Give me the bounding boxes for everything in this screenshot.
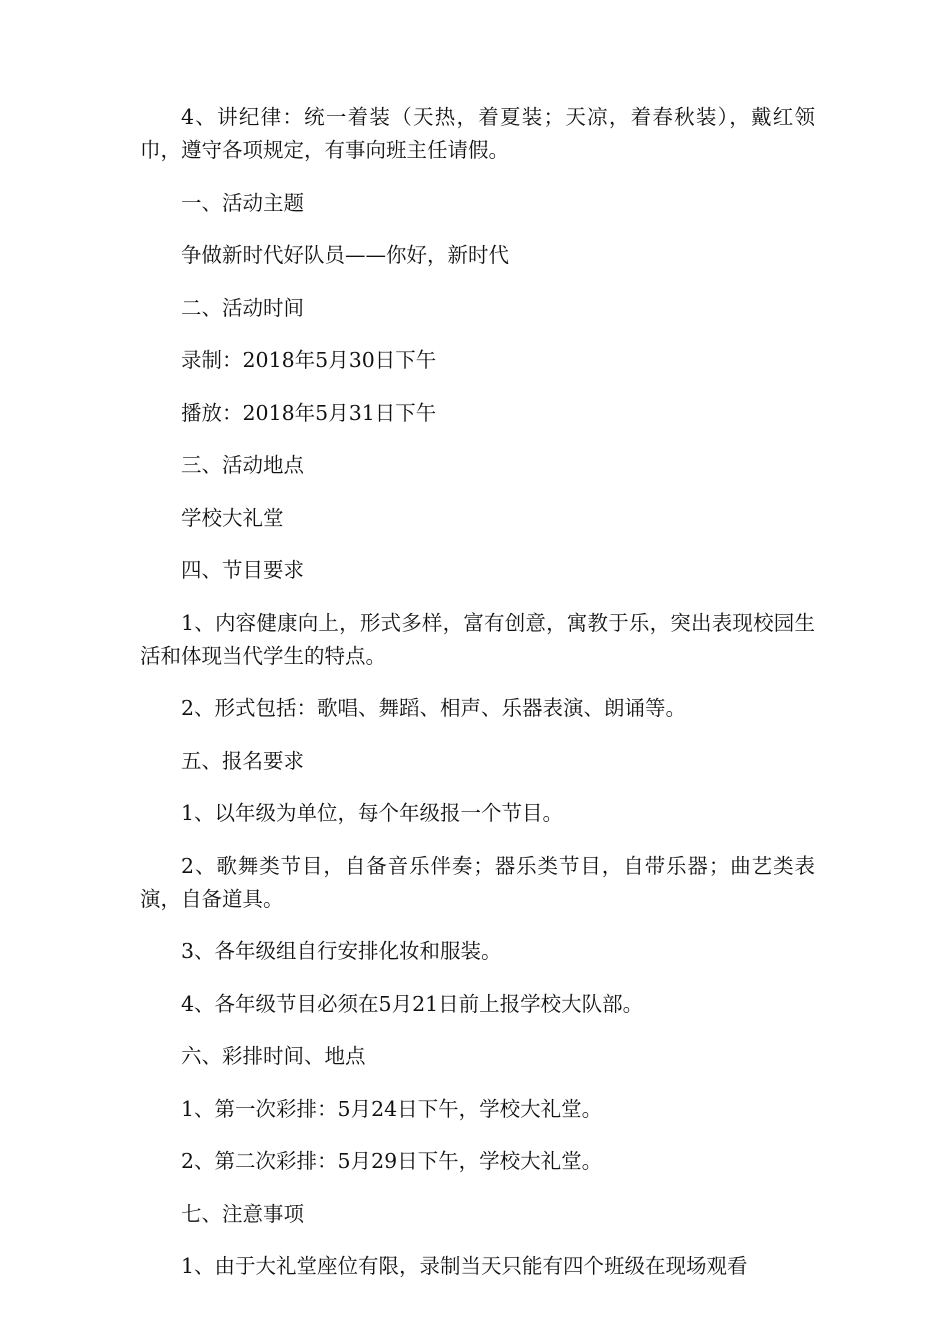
paragraph-rehearsal-first: 1、第一次彩排：5月24日下午，学校大礼堂。	[181, 1096, 603, 1121]
heading-activity-time: 二、活动时间	[181, 295, 304, 320]
paragraph-notes-seating: 1、由于大礼堂座位有限，录制当天只能有四个班级在现场观看	[181, 1254, 748, 1278]
heading-program-requirements: 四、节目要求	[181, 558, 304, 582]
paragraph-theme: 争做新时代好队员——你好，新时代	[181, 243, 509, 267]
heading-activity-location: 三、活动地点	[181, 453, 304, 477]
paragraph-recording-time: 录制：2018年5月30日下午	[181, 348, 437, 372]
paragraph-form-requirement: 2、形式包括：歌唱、舞蹈、相声、乐器表演、朗诵等。	[181, 696, 687, 720]
paragraph-registration-props: 2、歌舞类节目，自备音乐伴奏；器乐类节目，自带乐器；曲艺类表演，自备道具。	[140, 853, 815, 911]
paragraph-discipline: 4、讲纪律：统一着装（天热，着夏装；天凉，着春秋装），戴红领巾，遵守各项规定，有事向班主任请假。	[140, 105, 815, 162]
paragraph-registration-costume: 3、各年级组自行安排化妆和服装。	[181, 939, 502, 963]
heading-activity-theme: 一、活动主题	[181, 190, 304, 215]
paragraph-broadcast-time: 播放：2018年5月31日下午	[181, 400, 437, 425]
paragraph-registration-unit: 1、以年级为单位，每个年级报一个节目。	[181, 801, 564, 825]
heading-rehearsal: 六、彩排时间、地点	[181, 1044, 366, 1068]
heading-registration-requirements: 五、报名要求	[181, 748, 304, 773]
paragraph-content-requirement: 1、内容健康向上，形式多样，富有创意，寓教于乐，突出表现校园生活和体现当代学生的特点。	[140, 610, 815, 668]
paragraph-rehearsal-second: 2、第二次彩排：5月29日下午，学校大礼堂。	[181, 1149, 603, 1173]
heading-notes: 七、注意事项	[181, 1201, 304, 1226]
document-page	[140, 101, 815, 1303]
paragraph-location: 学校大礼堂	[181, 505, 284, 530]
paragraph-registration-deadline: 4、各年级节目必须在5月21日前上报学校大队部。	[181, 991, 644, 1016]
